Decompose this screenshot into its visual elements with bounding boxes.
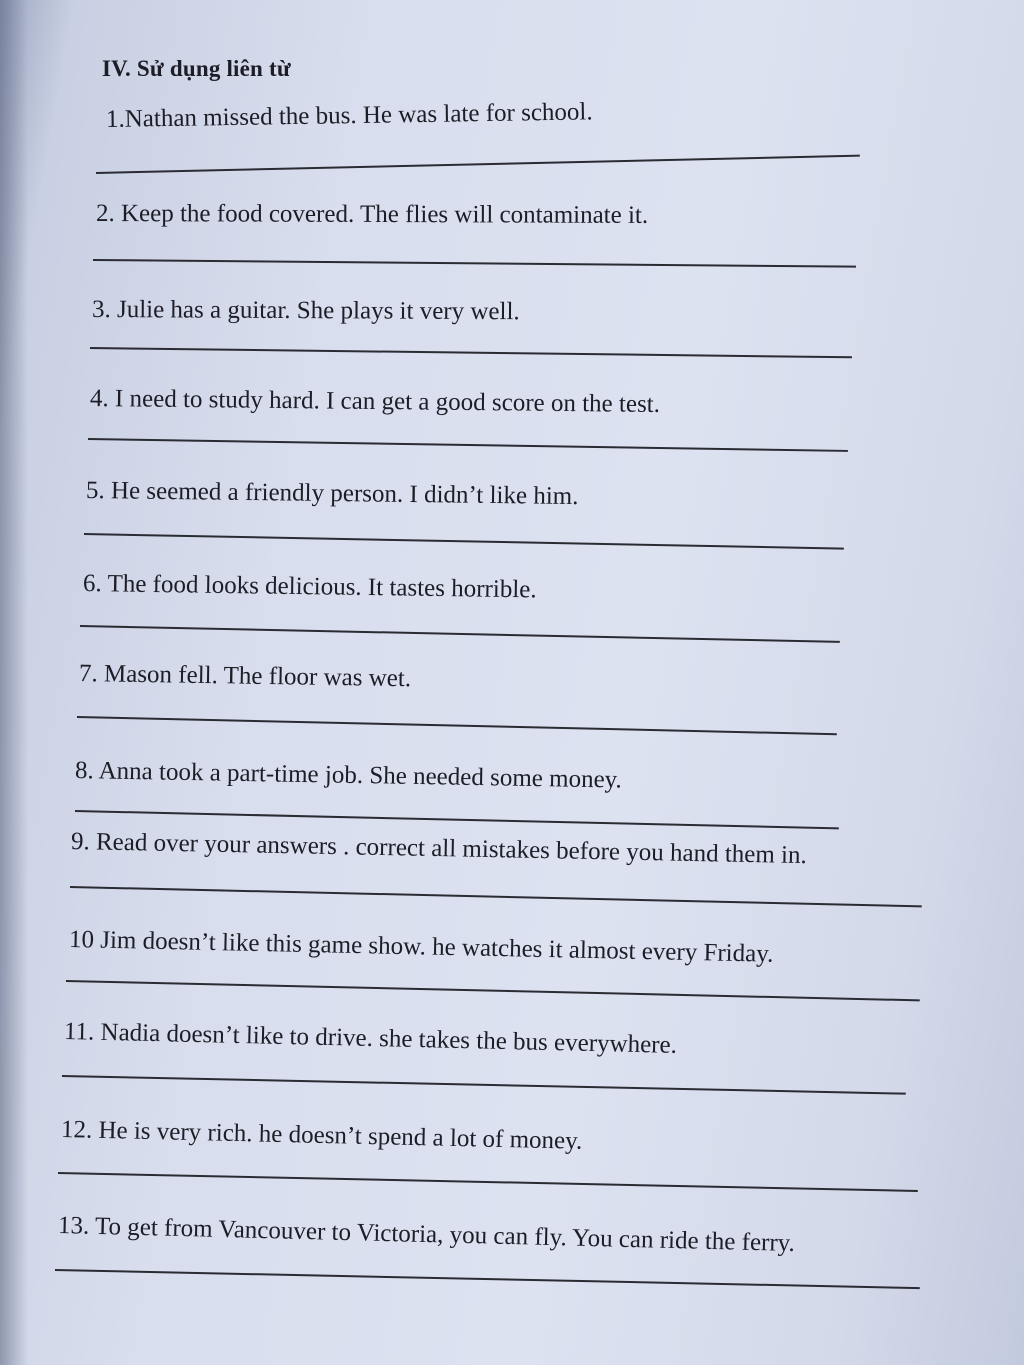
question-8: 8. Anna took a part-time job. She needed some money. <box>74 757 623 794</box>
question-11: 11. Nadia doesn’t like to drive. she takes the bus everywhere. <box>63 1018 678 1059</box>
question-5: 5. He seemed a friendly person. I didn’t like him. <box>85 477 579 511</box>
answer-line-6[interactable] <box>80 625 840 643</box>
answer-line-13[interactable] <box>55 1269 920 1289</box>
question-13: 13. To get from Vancouver to Victoria, you can fly. You can ride the ferry. <box>57 1212 796 1258</box>
answer-line-10[interactable] <box>66 980 920 1001</box>
answer-line-7[interactable] <box>77 716 837 735</box>
answer-line-8[interactable] <box>75 810 839 829</box>
question-12: 12. He is very rich. he doesn’t spend a lot of money. <box>60 1116 583 1155</box>
question-9: 9. Read over your answers . correct all mistakes before you hand them in. <box>70 828 808 870</box>
question-4: 4. I need to study hard. I can get a good score on the test. <box>89 385 661 418</box>
question-10: 10 Jim doesn’t like this game show. he watches it almost every Friday. <box>68 926 774 968</box>
question-6: 6. The food looks delicious. It tastes horrible. <box>82 570 537 604</box>
answer-line-9[interactable] <box>70 886 922 907</box>
answer-line-12[interactable] <box>58 1172 918 1192</box>
question-1: 1.Nathan missed the bus. He was late for school. <box>105 98 593 133</box>
section-title: IV. Sử dụng liên từ <box>102 56 291 81</box>
question-7: 7. Mason fell. The floor was wet. <box>78 660 412 693</box>
answer-line-4[interactable] <box>88 438 848 452</box>
answer-line-1[interactable] <box>96 155 860 174</box>
answer-line-5[interactable] <box>84 533 844 550</box>
answer-line-3[interactable] <box>90 347 852 358</box>
question-2: 2. Keep the food covered. The flies will contaminate it. <box>95 200 649 229</box>
question-3: 3. Julie has a guitar. She plays it very well. <box>91 296 520 326</box>
answer-line-11[interactable] <box>62 1075 906 1095</box>
answer-line-2[interactable] <box>93 259 856 268</box>
